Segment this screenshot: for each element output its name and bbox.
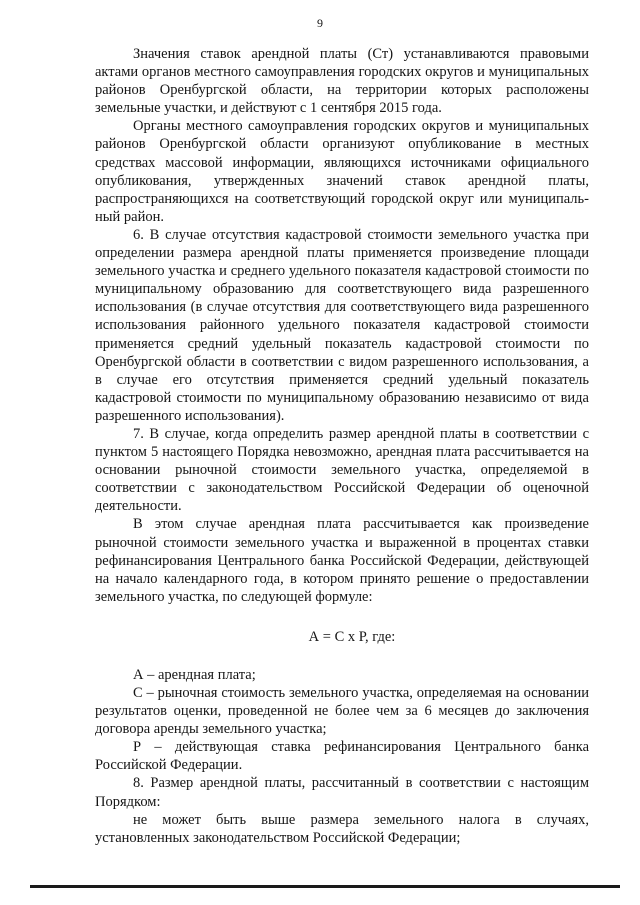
paragraph-item-6: 6. В случае отсутствия кадастровой стоимости земельного участка при определении размера арендной платы применяется произведение площади земельного участка и среднего удельного показателя кадастровой стоимости по муниципальному образованию для соответствующего вида разрешенного использования (в случае отсутствия для соответствующего вида разрешенного использования районного удельного показателя кадастровой стоимости применяется средний удельный показатель кадастровой стоимости по Оренбургской области в соответствии с видом разрешенного использования, а в случае его отсутствия применяется средний удельный показатель кадастровой стоимости по муниципальному образованию независимо от вида разрешенного использования). <box>95 226 589 424</box>
page-number: 9 <box>317 16 323 30</box>
bottom-divider <box>30 885 620 888</box>
formula: А = С х Р, где: <box>308 628 396 645</box>
definition-c: С – рыночная стоимость земельного участка, определяемая на основании результатов оценки, проведенной не более чем за 6 месяцев до заключения договора аренды земельного участка; <box>95 685 589 738</box>
paragraph-tax-limit: не может быть выше размера земельного налога в случаях, установленных законодательством Российской Федерации; <box>95 811 589 846</box>
definition-a: А – арендная плата; <box>133 666 256 683</box>
paragraph-rental-rates: Значения ставок арендной платы (Ст) устанавливаются правовыми актами органов местного самоуправления городских округов и муниципальных районов Оренбургской области, на территории которых расположены земельные участки, и действуют с 1 сентября 2015 года. <box>95 46 589 117</box>
paragraph-item-8: 8. Размер арендной платы, рассчитанный в соответствии с настоящим Порядком: <box>95 775 589 810</box>
paragraph-calculation: В этом случае арендная плата рассчитывается как произведение рыночной стоимости земельного участка и выраженной в процентах ставки рефинансирования Центрального банка Российской Федерации, действующей на начало календарного года, в котором принято решение о предоставлении земельного участка, по следующей формуле: <box>95 516 589 605</box>
document-body <box>95 45 589 847</box>
paragraph-item-7: 7. В случае, когда определить размер арендной платы в соответствии с пунктом 5 настоящего Порядка невозможно, арендная плата рассчитывается на основании рыночной стоимости земельного участка, определяемой в соответствии с законодательством Российской Федерации об оценочной деятельности. <box>95 425 589 515</box>
paragraph-publication: Органы местного самоуправления городских округов и муниципальных районов Оренбургской области организуют опубликование в местных средствах массовой информации, являющихся источниками официального опубликования, утвержденных значений ставок арендной платы, распространяющихся на соответствующий городской округ или муниципальный район. <box>95 118 589 225</box>
definition-p: Р – действующая ставка рефинансирования Центрального банка Российской Федерации. <box>95 739 589 774</box>
